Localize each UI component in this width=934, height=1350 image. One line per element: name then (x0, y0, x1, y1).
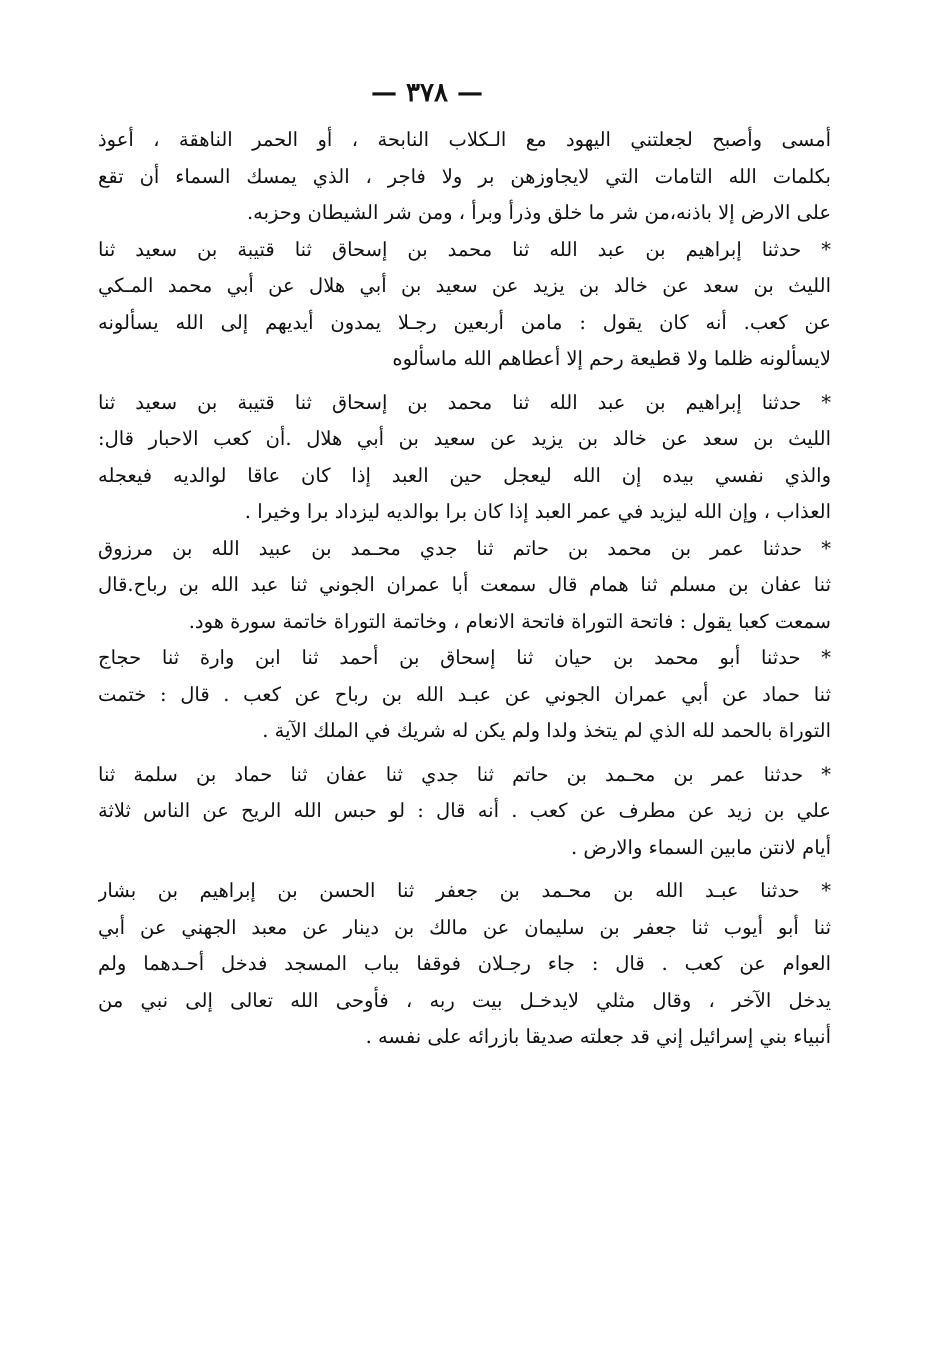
paragraph (98, 122, 831, 232)
text-line: العوام عن كعب . قال : جاء رجـلان فوقفا بباب المسجد فدخل أحـدهما ولم (98, 952, 831, 975)
text-line: يدخل الآخر ، وقال مثلي لايدخـل بيت ربه ، فأوحى الله تعالى إلى نبي من (98, 988, 831, 1012)
text-line: أيام لانتن مابين السماء والارض . (571, 835, 831, 859)
text-line: * حدثنا إبراهيم بن عبد الله ثنا محمد بن إسحاق ثنا قتيبة بن سعيد ثنا (98, 237, 831, 261)
text-line: أمسى وأصبح لجعلتني اليهود مع الـكلاب النابحة ، أو الحمر الناهقة ، أعوذ (98, 128, 831, 151)
text-line: ثنا أبو أيوب ثنا جعفر بن سليمان عن مالك بن دينار عن معبد الجهني عن أبي (98, 915, 831, 939)
text-line: عن كعب. أنه كان يقول : مامن أربعين رجـلا يمدون أيديهم إلى الله يسألونه (98, 310, 831, 334)
page-number: — ٣٧٨ — (370, 78, 484, 108)
text-line: ثنا حماد عن أبي عمران الجوني عن عبـد الله بن رباح عن كعب . قال : ختمت (98, 682, 831, 706)
text-line: سمعت كعبا يقول : فاتحة التوراة فاتحة الانعام ، وخاتمة التوراة خاتمة سورة هود. (188, 609, 831, 633)
text-line: * حدثنا إبراهيم بن عبد الله ثنا محمد بن إسحاق ثنا قتيبة بن سعيد ثنا (98, 390, 831, 414)
paragraph-gap (98, 750, 831, 757)
paragraph (98, 531, 831, 641)
text-line: * حدثنا عمر بن محـمد بن حاتم ثنا جدي ثنا عفان ثنا حماد بن سلمة ثنا (98, 762, 831, 786)
paragraph (98, 640, 831, 750)
paragraph (98, 385, 831, 531)
paragraph-gap (98, 378, 831, 385)
text-line: * حدثنا عبـد الله بن محـمد بن جعفر ثنا الحسن بن إبراهيم بن بشار (98, 879, 831, 902)
paragraph-gap (98, 866, 831, 873)
text-line: على الارض إلا باذنه،من شر ما خلق وذرأ وبرأ ، ومن شر الشيطان وحزبه. (246, 201, 831, 224)
text-line: لايسألونه ظلما ولا قطيعة رحم إلا أعطاهم الله ماسألوه (392, 347, 831, 370)
text-line: * حدثنا أبو محمد بن حيان ثنا إسحاق بن أحمد ثنا ابن وارة ثنا حجاج (98, 646, 831, 669)
page-body (98, 122, 831, 1056)
text-line: * حدثنا عمر بن محمد بن حاتم ثنا جدي محـمد بن عبيد الله بن مرزوق (98, 536, 831, 560)
paragraph (98, 873, 831, 1056)
text-line: أنبياء بني إسرائيل إني قد جعلته صديقا بازرائه على نفسه . (365, 1025, 831, 1048)
text-line: الليث بن سعد عن خالد بن يزيد عن سعيد بن أبي هلال عن أبي محمد المـكي (98, 274, 831, 297)
text-line: ثنا عفان بن مسلم ثنا همام قال سمعت أبا عمران الجوني ثنا عبد الله بن رباح.قال (98, 573, 831, 596)
text-line: بكلمات الله التامات التي لايجاوزهن بر ولا فاجر ، الذي يمسك السماء أن تقع (98, 164, 831, 188)
paragraph (98, 232, 831, 378)
text-line: العذاب ، وإن الله ليزيد في عمر العبد إذا كان برا بوالديه ليزداد برا وخيرا . (244, 500, 831, 523)
paragraph (98, 757, 831, 867)
text-line: والذي نفسي بيده إن الله ليعجل حين العبد إذا كان عاقا لوالديه فيعجله (98, 463, 831, 487)
text-line: علي بن زيد عن مطرف عن كعب . أنه قال : لو حبس الله الريح عن الناس ثلاثة (98, 799, 831, 822)
text-line: التوراة بالحمد لله الذي لم يتخذ ولدا ولم يكن له شريك في الملك الآية . (262, 719, 831, 742)
text-line: الليث بن سعد عن خالد بن يزيد عن سعيد بن أبي هلال .أن كعب الاحبار قال: (98, 427, 831, 450)
